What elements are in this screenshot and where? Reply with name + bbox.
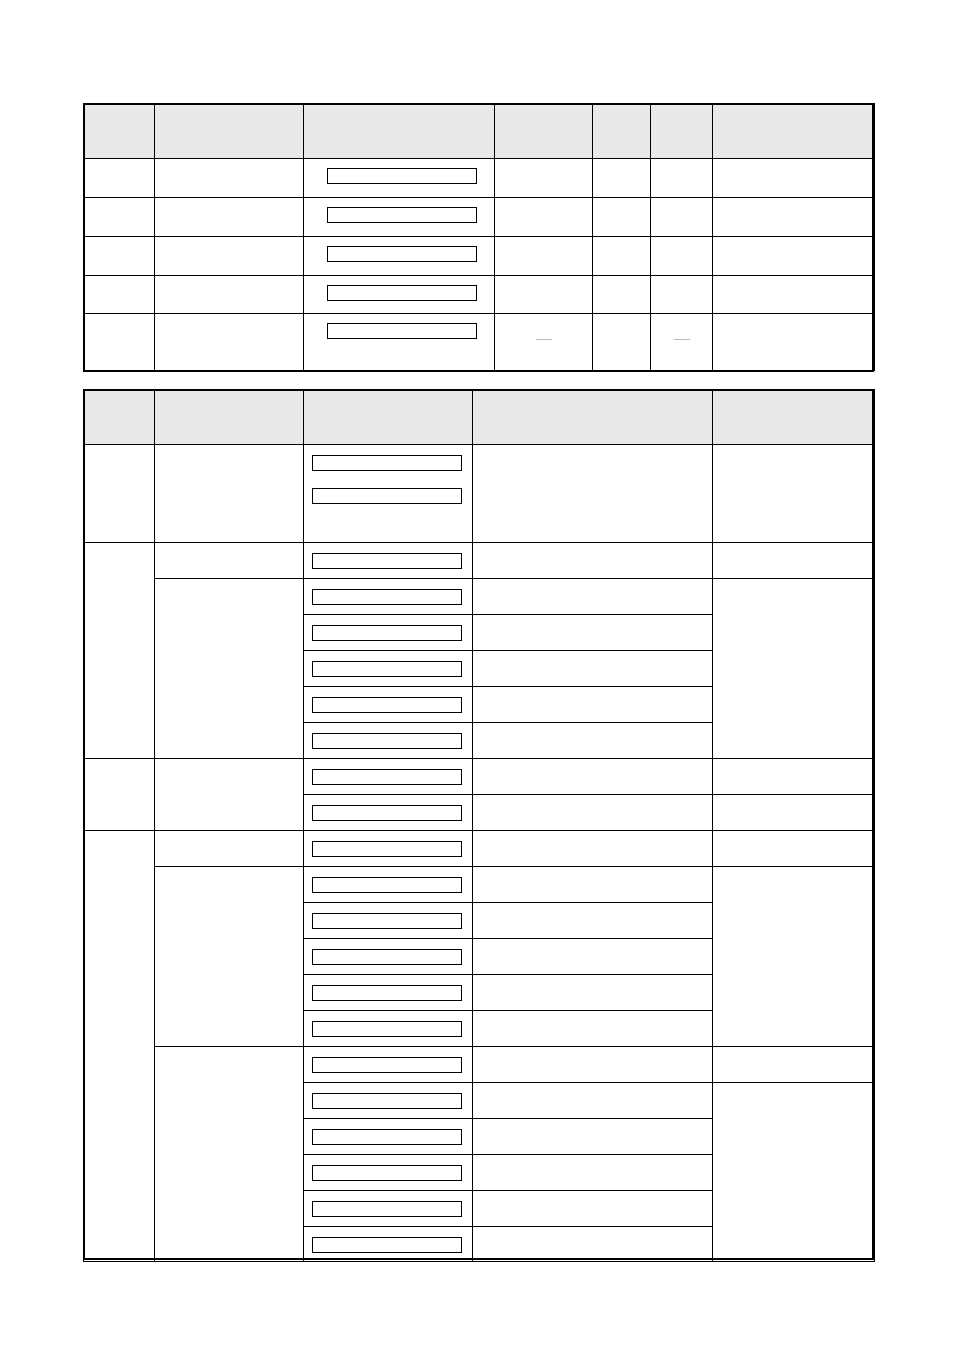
dash-mark — [674, 339, 690, 340]
input-box[interactable] — [312, 949, 462, 965]
table-row — [84, 831, 875, 867]
table-1-header-cell — [713, 104, 875, 159]
table-2 — [83, 389, 875, 1262]
input-box[interactable] — [312, 1129, 462, 1145]
table-2-header-cell — [84, 390, 155, 445]
input-box[interactable] — [312, 661, 462, 677]
table-1-header-cell — [304, 104, 495, 159]
input-box[interactable] — [327, 207, 477, 223]
table-row — [84, 314, 875, 371]
table-row — [84, 759, 875, 795]
input-box[interactable] — [312, 589, 462, 605]
table-1 — [83, 103, 875, 371]
table-2-header-cell — [473, 390, 713, 445]
table-1-header-cell — [495, 104, 593, 159]
table-row — [84, 198, 875, 237]
table-row — [84, 159, 875, 198]
table-2-header-cell — [155, 390, 304, 445]
input-box[interactable] — [312, 488, 462, 504]
table-row — [84, 543, 875, 579]
table-row — [84, 445, 875, 543]
input-box[interactable] — [327, 323, 477, 339]
input-box[interactable] — [312, 697, 462, 713]
table-2-header-cell — [304, 390, 473, 445]
table-2-header — [84, 390, 875, 445]
input-box[interactable] — [312, 769, 462, 785]
table-1-header — [84, 104, 875, 159]
input-box[interactable] — [312, 841, 462, 857]
input-box[interactable] — [312, 1201, 462, 1217]
input-box[interactable] — [327, 285, 477, 301]
table-1-header-cell — [84, 104, 155, 159]
input-box[interactable] — [312, 913, 462, 929]
input-box[interactable] — [312, 1165, 462, 1181]
input-box[interactable] — [312, 455, 462, 471]
input-box[interactable] — [312, 805, 462, 821]
input-box[interactable] — [327, 246, 477, 262]
input-box[interactable] — [312, 553, 462, 569]
input-box[interactable] — [312, 1057, 462, 1073]
input-box[interactable] — [312, 985, 462, 1001]
table-1-header-cell — [651, 104, 713, 159]
table-2-header-cell — [713, 390, 875, 445]
table-1-header-cell — [155, 104, 304, 159]
table-row — [84, 276, 875, 314]
input-box[interactable] — [312, 733, 462, 749]
input-box[interactable] — [312, 1093, 462, 1109]
dash-mark — [536, 339, 552, 340]
input-box[interactable] — [312, 625, 462, 641]
input-box[interactable] — [312, 877, 462, 893]
input-box[interactable] — [327, 168, 477, 184]
table-row — [84, 1047, 875, 1083]
table-row — [84, 237, 875, 276]
input-box[interactable] — [312, 1237, 462, 1253]
table-row — [84, 867, 875, 903]
table-row — [84, 579, 875, 615]
table-1-header-cell — [593, 104, 651, 159]
input-box[interactable] — [312, 1021, 462, 1037]
